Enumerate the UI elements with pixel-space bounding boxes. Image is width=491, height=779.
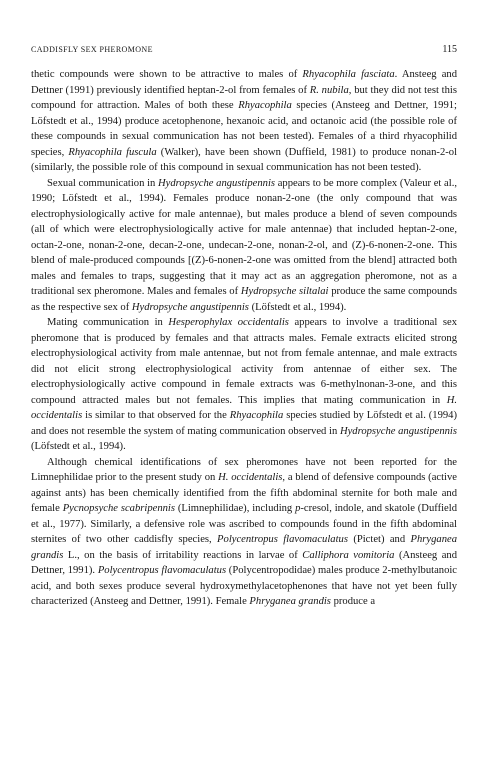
italic-text: Pycnopsyche scabripennis [62,503,175,514]
text-run: , a blend of defensive compounds (active against ants) has been chemically identified from the fifth abdominal sternite for both male and female [31,472,458,514]
italic-text: H. occidentalis [31,394,457,421]
text-run: (Walker), have been shown (Duffield, 1981) to produce nonan-2-ol (similarly, the possible role of this compound in sexual communication has not been tested). [31,146,458,173]
text-run: Sexual communication in [47,177,158,189]
text-run: L., on the basis of irritability reactions in larvae of [63,549,303,561]
italic-text: H. occidentalis [218,472,283,483]
text-run: appears to be more complex (Valeur et al., 1990; Löfstedt et al., 1994). Females produce nonan-2-one (the only compound that was electrophysiologically active for male antennae), but males produce a blend of seven compounds (all of which were electrophysiologically active for male antennae) that included heptan-2-one, octan-2-one, nonan-2-one, decan-2-one, undecan-2-one, nonan-2-ol, and (Z)-6-nonen-2-one. This blend of male-produced compounds [(Z)-6-nonen-2-one was omitted from the blend] attracted both males and females to traps, suggesting that it may act as an aggregation pheromone, not as a traditional sex pheromone. Males and females of [31,177,457,297]
text-run: species (Ansteeg and Dettner, 1991; Löfstedt et al., 1994) produce acetophenone, hexanoic acid, and octanoic acid (the possible role of these compounds in sexual communication has not been tested). Females of a third rhyacophilid species, [31,100,457,158]
text-run: produce the same compounds as the respective sex of [31,286,457,313]
italic-text: R. nubila [309,84,349,96]
text-run: . Ansteeg and Dettner (1991) previously identified heptan-2-ol from females of [31,69,458,96]
text-run: produce a [330,596,376,607]
italic-text: Phryganea grandis [31,534,458,561]
text-run: appears to involve a traditional sex pheromone that is produced by females and that attracts males. Female extracts elicited strong electrophysiological activity from male antennae, but not from female antennae, and male extracts did not elicit strong electrophysiological activity from antennae of either sex. The electrophysiologically active compound in female extracts was 6-methylnonan-3-one, and this compound attracted males but not females. This implies that mating communication in [31,317,457,406]
text-run: (Löfstedt et al., 1994). [31,441,126,452]
italic-text: Phryganea grandis [249,596,331,607]
body-text [31,67,457,610]
running-head [31,45,457,57]
italic-text: Rhyacophila fuscula [68,146,157,158]
paragraph [31,315,457,455]
text-run: Mating communication in [47,317,169,328]
page-number: 115 [442,44,457,55]
paragraph [31,455,457,610]
italic-text: Hydropsyche angustipennis [339,425,457,437]
text-run: (Löfstedt et al., 1994). [248,301,347,313]
italic-text: Calliphora vomitoria [302,549,395,561]
italic-text: Hydropsyche siltalai [240,286,329,297]
running-head-title: CADDISFLY SEX PHEROMONE [31,45,153,54]
italic-text: Rhyacophila [238,100,292,111]
text-run: species studied by Löfstedt et al. (1994) and does not resemble the system of mating communication observed in [31,410,458,437]
italic-text: Hydropsyche angustipennis [158,177,276,189]
text-run: , but they did not test this compound for attraction. Males of both these [31,84,457,111]
text-run: thetic compounds were shown to be attractive to males of [31,69,303,80]
text-run: Although chemical identifications of sex pheromones have not been reported for the Limnephilidae prior to the present study on [31,456,457,483]
paragraph [31,67,457,176]
italic-text: Polycentropus flavomaculatus [217,534,348,545]
italic-text: p [295,503,301,514]
text-run: -cresol, indole, and skatole (Duffield et al., 1977). Similarly, a defensive role was ascribed to compounds found in the fifth abdominal sternites of two other caddisfly species, [31,503,457,545]
text-run: (Limnephilidae), including [175,503,296,514]
italic-text: Polycentropus flavomaculatus [97,565,227,576]
italic-text: Rhyacophila fasciata [302,69,395,80]
text-run: is similar to that observed for the [82,410,230,421]
paragraph [31,176,457,316]
italic-text: Hydropsyche angustipennis [131,301,249,313]
text-run: (Pictet) and [347,534,411,545]
text-run: (Ansteeg and Dettner, 1991). [31,549,457,576]
italic-text: Hesperophylax occidentalis [168,317,289,328]
italic-text: Rhyacophila [229,410,284,421]
text-run: (Polycentropodidae) males produce 2-methylbutanoic acid, and both sexes produce several hydroxymethylacetophenones that have not yet been fully characterized (Ansteeg and Dettner, 1991). Female [31,565,458,607]
